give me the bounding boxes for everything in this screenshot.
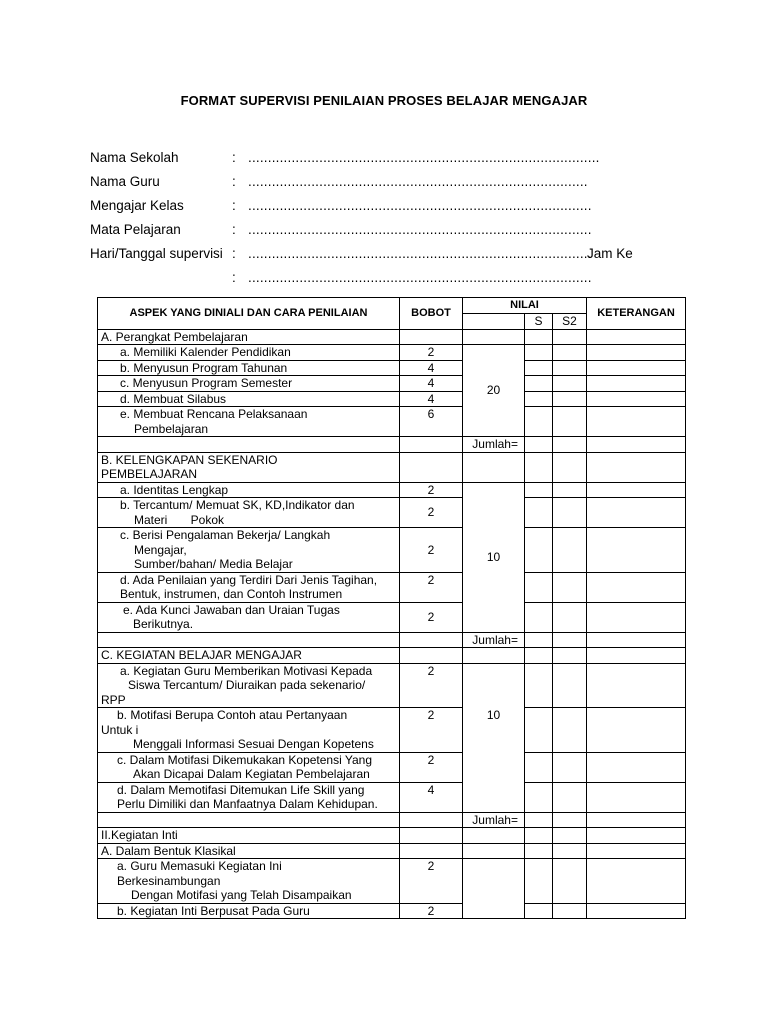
jumlah-s2[interactable]	[553, 812, 587, 828]
cell[interactable]	[553, 452, 587, 482]
table-row-text	[98, 572, 400, 602]
line: Dengan Motifasi yang Telah Disampaikan	[131, 888, 352, 902]
cell	[400, 329, 463, 345]
score-s2[interactable]	[553, 708, 587, 753]
keterangan-cell[interactable]	[587, 407, 686, 437]
field-label: Nama Sekolah	[90, 150, 179, 165]
cell	[98, 437, 400, 453]
cell	[463, 648, 525, 664]
field-jam-ke-label: Jam Ke	[587, 246, 633, 261]
document-title: FORMAT SUPERVISI PENILAIAN PROSES BELAJAR MENGAJAR	[180, 93, 588, 108]
score-s[interactable]	[525, 482, 553, 498]
keterangan-cell[interactable]	[587, 632, 686, 648]
table-row-text: a. Memiliki Kalender Pendidikan	[98, 345, 400, 361]
bobot-value: 2	[400, 498, 463, 528]
cell	[400, 828, 463, 844]
field-blank[interactable]: .......................................................................................	[248, 222, 592, 237]
cell[interactable]	[553, 828, 587, 844]
bobot-value: 2	[400, 903, 463, 919]
score-s2[interactable]	[553, 407, 587, 437]
cell[interactable]	[525, 452, 553, 482]
nilai-value: 10	[463, 663, 525, 812]
score-s2[interactable]	[553, 376, 587, 392]
table-row-text: a. Identitas Lengkap	[98, 482, 400, 498]
field-blank[interactable]: .......................................................................................	[248, 198, 592, 213]
score-s2[interactable]	[553, 498, 587, 528]
bobot-value: 2	[400, 752, 463, 782]
bobot-value: 2	[400, 859, 463, 904]
line: Perlu Dimiliki dan Manfaatnya Dalam Kehidupan.	[117, 797, 378, 811]
field-nama-sekolah	[90, 150, 650, 170]
bobot-value: 2	[400, 663, 463, 708]
header-nilai-blank	[463, 314, 525, 330]
keterangan-cell[interactable]	[587, 708, 686, 753]
cell[interactable]	[525, 329, 553, 345]
field-hari-tanggal	[90, 246, 650, 266]
score-s2[interactable]	[553, 903, 587, 919]
table-row-text	[98, 407, 400, 437]
header-keterangan: KETERANGAN	[587, 298, 686, 330]
line: e. Membuat Rencana Pelaksanaan	[120, 407, 308, 421]
line: e. Ada Kunci Jawaban dan Uraian Tugas	[123, 602, 340, 617]
nilai-cell	[463, 859, 525, 919]
score-s2[interactable]	[553, 528, 587, 573]
score-s2[interactable]	[553, 859, 587, 904]
keterangan-cell[interactable]	[587, 360, 686, 376]
jumlah-label: Jumlah=	[463, 812, 525, 828]
score-s2[interactable]	[553, 572, 587, 602]
table-row-text	[98, 663, 400, 708]
score-s[interactable]	[525, 528, 553, 573]
keterangan-cell[interactable]	[587, 345, 686, 361]
line: Pembelajaran	[134, 421, 209, 436]
field-blank[interactable]: .......................................................................................	[248, 246, 592, 261]
section-a-title: A. Perangkat Pembelajaran	[98, 329, 400, 345]
bobot-value: 4	[400, 376, 463, 392]
keterangan-cell[interactable]	[587, 376, 686, 392]
keterangan-cell[interactable]	[587, 752, 686, 782]
cell[interactable]	[553, 843, 587, 859]
line: RPP	[101, 692, 126, 707]
section-b-title	[98, 452, 400, 482]
assessment-table	[97, 297, 686, 919]
bobot-value: 2	[400, 572, 463, 602]
field-blank[interactable]: ......................................................................................	[248, 174, 588, 189]
line: Sumber/bahan/ Media Belajar	[134, 557, 293, 571]
jumlah-s[interactable]	[525, 437, 553, 453]
line: PEMBELAJARAN	[101, 467, 198, 481]
score-s[interactable]	[525, 602, 553, 632]
keterangan-cell[interactable]	[587, 498, 686, 528]
cell	[463, 452, 525, 482]
score-s2[interactable]	[553, 663, 587, 708]
line: Bentuk, instrumen, dan Contoh Instrumen	[120, 587, 343, 601]
field-jam-ke	[90, 270, 650, 290]
table-row-text	[98, 602, 400, 632]
score-s[interactable]	[525, 407, 553, 437]
score-s[interactable]	[525, 708, 553, 753]
line: Materi Pokok	[134, 512, 225, 527]
keterangan-cell[interactable]	[587, 482, 686, 498]
cell	[98, 632, 400, 648]
field-label: Hari/Tanggal supervisi	[90, 246, 223, 261]
cell	[463, 329, 525, 345]
score-s2[interactable]	[553, 345, 587, 361]
line: a. Kegiatan Guru Memberikan Motivasi Kepada	[120, 663, 373, 678]
cell[interactable]	[587, 843, 686, 859]
line: c. Berisi Pengalaman Bekerja/ Langkah	[120, 528, 331, 542]
keterangan-cell[interactable]	[587, 602, 686, 632]
score-s2[interactable]	[553, 360, 587, 376]
bobot-value: 2	[400, 708, 463, 753]
score-s[interactable]	[525, 663, 553, 708]
cell	[98, 812, 400, 828]
score-s[interactable]	[525, 903, 553, 919]
header-aspek: ASPEK YANG DINIALI DAN CARA PENILAIAN	[98, 298, 400, 330]
keterangan-cell[interactable]	[587, 528, 686, 573]
jumlah-s2[interactable]	[553, 437, 587, 453]
field-colon: :	[232, 222, 236, 237]
header-s2: S2	[553, 314, 587, 330]
header-bobot: BOBOT	[400, 298, 463, 330]
line: b. Tercantum/ Memuat SK, KD,Indikator dan	[120, 498, 355, 512]
field-colon: :	[232, 246, 236, 261]
section-ii-sub: A. Dalam Bentuk Klasikal	[98, 843, 400, 859]
keterangan-cell[interactable]	[587, 782, 686, 812]
jumlah-s[interactable]	[525, 632, 553, 648]
field-mengajar-kelas	[90, 198, 650, 218]
keterangan-cell[interactable]	[587, 903, 686, 919]
bobot-value: 4	[400, 782, 463, 812]
field-label: Mata Pelajaran	[90, 222, 181, 237]
table-row-text: d. Membuat Silabus	[98, 391, 400, 407]
header-s: S	[525, 314, 553, 330]
line: c. Dalam Motifasi Dikemukakan Kopetensi Yang	[117, 752, 373, 767]
score-s2[interactable]	[553, 602, 587, 632]
score-s[interactable]	[525, 859, 553, 904]
field-mata-pelajaran	[90, 222, 650, 242]
field-colon: :	[232, 174, 236, 189]
line: Siswa Tercantum/ Diuraikan pada sekenario/	[128, 678, 366, 692]
cell	[400, 452, 463, 482]
jumlah-s[interactable]	[525, 812, 553, 828]
line: a. Guru Memasuki Kegiatan Ini	[117, 859, 282, 873]
score-s2[interactable]	[553, 482, 587, 498]
bobot-value: 2	[400, 345, 463, 361]
cell	[400, 812, 463, 828]
nilai-value: 20	[463, 345, 525, 437]
score-s[interactable]	[525, 360, 553, 376]
score-s2[interactable]	[553, 782, 587, 812]
field-blank[interactable]: .........................................................................................	[248, 150, 600, 165]
bobot-value: 2	[400, 602, 463, 632]
jumlah-label: Jumlah=	[463, 632, 525, 648]
bobot-value: 4	[400, 360, 463, 376]
line: Menggali Informasi Sesuai Dengan Kopetens	[133, 737, 374, 751]
line: Akan Dicapai Dalam Kegiatan Pembelajaran	[133, 767, 370, 781]
jumlah-s2[interactable]	[553, 632, 587, 648]
score-s[interactable]	[525, 345, 553, 361]
keterangan-cell[interactable]	[587, 391, 686, 407]
cell[interactable]	[525, 828, 553, 844]
line: Untuk i	[101, 722, 139, 737]
table-row-text	[98, 782, 400, 812]
cell	[400, 648, 463, 664]
cell	[463, 843, 525, 859]
score-s[interactable]	[525, 752, 553, 782]
header-nilai: NILAI	[463, 298, 587, 314]
cell[interactable]	[525, 843, 553, 859]
bobot-value: 6	[400, 407, 463, 437]
cell[interactable]	[553, 648, 587, 664]
cell[interactable]	[525, 648, 553, 664]
score-s[interactable]	[525, 391, 553, 407]
bobot-value: 4	[400, 391, 463, 407]
cell[interactable]	[553, 329, 587, 345]
bobot-value: 2	[400, 528, 463, 573]
table-row-text	[98, 859, 400, 904]
field-colon: :	[232, 270, 236, 285]
field-label: Mengajar Kelas	[90, 198, 184, 213]
score-s2[interactable]	[553, 391, 587, 407]
score-s[interactable]	[525, 572, 553, 602]
field-blank[interactable]: .......................................................................................	[248, 270, 592, 285]
table-row-text	[98, 498, 400, 528]
keterangan-cell[interactable]	[587, 812, 686, 828]
keterangan-cell[interactable]	[587, 663, 686, 708]
section-ii-title: II.Kegiatan Inti	[98, 828, 400, 844]
keterangan-cell[interactable]	[587, 437, 686, 453]
line: d. Ada Penilaian yang Terdiri Dari Jenis Tagihan,	[120, 572, 378, 587]
bobot-value: 2	[400, 482, 463, 498]
line: d. Dalam Memotifasi Ditemukan Life Skill yang	[117, 782, 365, 797]
keterangan-cell[interactable]	[587, 572, 686, 602]
cell	[463, 828, 525, 844]
table-row-text	[98, 752, 400, 782]
line: Berkesinambungan	[117, 873, 221, 888]
table-row-text: b. Menyusun Program Tahunan	[98, 360, 400, 376]
score-s[interactable]	[525, 782, 553, 812]
nilai-value: 10	[463, 482, 525, 632]
section-c-title: C. KEGIATAN BELAJAR MENGAJAR	[98, 648, 400, 664]
cell[interactable]	[587, 452, 686, 482]
jumlah-label: Jumlah=	[463, 437, 525, 453]
cell[interactable]	[587, 648, 686, 664]
cell[interactable]	[587, 329, 686, 345]
field-label: Nama Guru	[90, 174, 160, 189]
line: Berikutnya.	[133, 617, 194, 631]
table-row-text: b. Kegiatan Inti Berpusat Pada Guru	[98, 903, 400, 919]
cell[interactable]	[587, 828, 686, 844]
table-row-text	[98, 708, 400, 753]
score-s[interactable]	[525, 376, 553, 392]
table-row-text: c. Menyusun Program Semester	[98, 376, 400, 392]
score-s2[interactable]	[553, 752, 587, 782]
field-colon: :	[232, 198, 236, 213]
cell	[400, 843, 463, 859]
keterangan-cell[interactable]	[587, 859, 686, 904]
field-nama-guru	[90, 174, 650, 194]
table-row-text	[98, 528, 400, 573]
line: b. Motifasi Berupa Contoh atau Pertanyaan	[117, 708, 348, 722]
line: B. KELENGKAPAN SEKENARIO	[101, 452, 278, 467]
cell	[400, 437, 463, 453]
field-colon: :	[232, 150, 236, 165]
score-s[interactable]	[525, 498, 553, 528]
cell	[400, 632, 463, 648]
line: Mengajar,	[134, 542, 187, 557]
